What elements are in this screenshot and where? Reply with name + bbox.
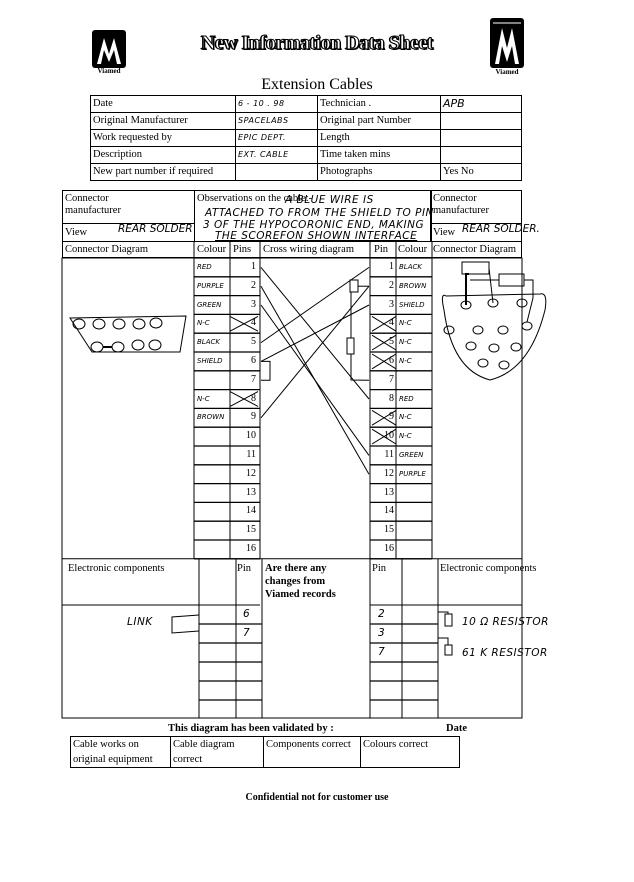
validated-label: This diagram has been validated by : <box>168 723 334 734</box>
changes-label-3: Viamed records <box>265 589 336 600</box>
resistor-lead <box>489 268 493 303</box>
left-pin-number: 1 <box>251 261 256 272</box>
resistor-icon <box>350 280 358 292</box>
validation-cell-components[interactable]: Components correct <box>264 737 361 768</box>
resistor-icon <box>462 262 489 274</box>
right-view-value: REAR SOLDER. <box>462 223 540 235</box>
pin-header-right: Pin <box>374 244 389 255</box>
pins-header: Pins <box>233 244 252 255</box>
connector-pin-icon <box>466 342 476 350</box>
observations-line3: 3 OF THE HYPOCORONIC END, MAKING <box>203 219 425 231</box>
info-value[interactable]: APB <box>441 96 522 113</box>
observations-line1: A BLUE WIRE IS <box>285 194 374 206</box>
logo-caption-left: Viamed <box>97 67 121 75</box>
components-pin-label-right: Pin <box>372 563 387 574</box>
left-wire-colour: N-C <box>197 394 210 403</box>
info-value[interactable]: SPACELABS <box>236 113 318 130</box>
right-wire-colour: N-C <box>399 338 412 347</box>
connector-pin-icon <box>132 340 144 350</box>
left-wire-colour: GREEN <box>197 300 222 309</box>
resistor-lead <box>466 274 469 305</box>
cross-wiring-header: Cross wiring diagram <box>263 244 354 255</box>
right-pin-number: 6 <box>389 355 394 366</box>
logo-caption-right: Viamed <box>495 68 519 76</box>
info-label: New part number if required <box>91 164 236 181</box>
info-label: Date <box>91 96 236 113</box>
left-pin-number: 15 <box>246 524 256 536</box>
connector-pin-icon <box>522 322 532 330</box>
left-pin-number: 12 <box>246 467 256 479</box>
validation-cell-colours[interactable]: Colours correct <box>361 737 460 768</box>
right-manufacturer-label: Connector manufacturer <box>433 193 489 216</box>
right-wire-colour: N-C <box>399 319 412 328</box>
left-pin-number: 8 <box>251 392 256 404</box>
right-pin-number: 3 <box>389 298 394 310</box>
page-title: New Information Data Sheet <box>201 32 433 54</box>
right-pin-number: 12 <box>384 467 394 479</box>
left-pin-number: 4 <box>251 317 256 329</box>
right-wire-colour: SHIELD <box>399 300 425 309</box>
resistor-icon <box>499 274 524 286</box>
right-pin-number: 10 <box>384 430 394 442</box>
connector-pin-icon <box>133 319 145 329</box>
right-pin-number: 5 <box>389 336 394 348</box>
component-pin-right: 2 <box>378 608 385 620</box>
left-pin-number: 7 <box>251 373 256 385</box>
info-value[interactable]: 6 - 10 . 98 <box>236 96 318 113</box>
right-pin-number: 16 <box>384 543 394 554</box>
left-pin-number: 13 <box>246 486 256 498</box>
changes-label-1: Are there any <box>265 563 327 574</box>
link-bracket-icon <box>172 615 199 633</box>
left-pin-number: 10 <box>246 430 256 442</box>
connector-pin-icon <box>149 340 161 350</box>
right-pin-number: 9 <box>389 411 394 423</box>
component-pin-left: 6 <box>243 608 250 620</box>
connector-pin-icon <box>91 342 103 352</box>
right-wire-colour: PURPLE <box>399 469 426 478</box>
page-subtitle: Extension Cables <box>261 76 373 93</box>
left-wire-colour: BLACK <box>197 338 220 347</box>
connector-pin-icon <box>499 361 509 369</box>
connector-pin-icon <box>150 318 162 328</box>
left-wire-colour: BROWN <box>197 413 225 422</box>
resistor-icon <box>347 338 354 354</box>
left-pin-number: 16 <box>246 543 256 554</box>
resistor-note-2: 61 K RESISTOR <box>462 647 548 659</box>
left-wire-colour: PURPLE <box>197 281 224 290</box>
right-pin-number: 8 <box>389 392 394 404</box>
components-pin-label-left: Pin <box>237 563 252 574</box>
right-diagram-label: Connector Diagram <box>433 244 517 255</box>
dsub-connector-shape <box>70 316 186 352</box>
resistor-lead <box>438 638 448 645</box>
info-label: Work requested by <box>91 130 236 147</box>
left-view-label: View <box>65 227 88 238</box>
left-components-label: Electronic components <box>68 563 165 574</box>
connector-pin-icon <box>112 342 124 352</box>
left-pin-number: 11 <box>246 449 256 460</box>
changes-label-2: changes from <box>265 576 326 587</box>
cross-wire <box>261 286 369 418</box>
observations-line4: THE SCOREFON SHOWN INTERFACE <box>215 230 418 242</box>
resistor-note-1: 10 Ω RESISTOR <box>462 616 549 628</box>
confidential-footer: Confidential not for customer use <box>245 792 389 803</box>
left-diagram-label: Connector Diagram <box>65 244 149 255</box>
component-pin-right: 3 <box>378 627 385 639</box>
left-pin-number: 5 <box>251 336 256 348</box>
left-pin-number: 3 <box>251 298 256 310</box>
info-label: Photographs <box>318 164 441 181</box>
validation-cell-works[interactable]: Cable works on original equipment <box>71 737 171 768</box>
info-label: Original Manufacturer <box>91 113 236 130</box>
right-pin-number: 13 <box>384 486 394 498</box>
right-pin-number: 4 <box>389 317 394 329</box>
connector-pin-icon <box>498 326 508 334</box>
right-wire-colour: BROWN <box>399 281 427 290</box>
right-wire-colour: RED <box>399 394 414 403</box>
connector-pin-icon <box>489 344 499 352</box>
right-wire-colour: N-C <box>399 413 412 422</box>
left-manufacturer-label: Connector manufacturer <box>65 193 121 216</box>
left-pin-number: 14 <box>246 505 256 517</box>
connector-pin-icon <box>478 359 488 367</box>
resistor-lead <box>524 280 533 322</box>
left-pin-number: 2 <box>251 279 256 291</box>
resistor-icon <box>445 614 452 626</box>
right-pin-number: 14 <box>384 505 394 517</box>
component-pin-right: 7 <box>378 646 385 658</box>
right-pin-number: 11 <box>384 449 394 460</box>
cross-wire <box>261 267 369 342</box>
info-label: Length <box>318 130 441 147</box>
left-view-value: REAR SOLDER <box>118 223 193 235</box>
right-pin-number: 15 <box>384 524 394 536</box>
info-value[interactable]: Yes No <box>441 164 522 181</box>
info-label: Time taken mins <box>318 147 441 164</box>
colour-header-left: Colour <box>197 244 227 255</box>
resistor-icon <box>445 645 452 655</box>
right-view-label: View <box>433 227 456 238</box>
right-wire-colour: BLACK <box>399 263 422 271</box>
left-wire-colour: RED <box>197 263 212 271</box>
validation-cell-diagram[interactable]: Cable diagram correct <box>171 737 264 768</box>
connector-pin-icon <box>73 319 85 329</box>
info-value[interactable]: EPIC DEPT. <box>236 130 318 147</box>
right-pin-number: 7 <box>389 373 394 385</box>
right-wire-colour: N-C <box>399 357 412 365</box>
info-label: Description <box>91 147 236 164</box>
connector-pin-icon <box>93 319 105 329</box>
validation-date-label: Date <box>446 723 467 734</box>
colour-header-right: Colour <box>398 244 428 255</box>
observations-label: Observations on the cable:- <box>197 193 313 204</box>
validation-table <box>70 736 460 768</box>
connector-pin-icon <box>473 326 483 334</box>
link-note: LINK <box>127 616 153 628</box>
observations-line2: ATTACHED TO FROM THE SHIELD TO PIN <box>205 207 434 219</box>
connector-pin-icon <box>511 343 521 351</box>
component-pin-left: 7 <box>243 627 250 639</box>
link-bracket <box>261 361 270 380</box>
right-wire-colour: N-C <box>399 432 412 441</box>
info-label: Technician . <box>318 96 441 113</box>
left-pin-number: 6 <box>251 355 256 366</box>
info-label: Original part Number <box>318 113 441 130</box>
right-pin-number: 1 <box>389 261 394 272</box>
left-wire-colour: SHIELD <box>197 357 223 365</box>
right-pin-number: 2 <box>389 279 394 291</box>
info-value[interactable]: EXT. CABLE <box>236 147 318 164</box>
right-wire-colour: GREEN <box>399 451 424 459</box>
connector-pin-icon <box>113 319 125 329</box>
left-wire-colour: N-C <box>197 319 210 328</box>
right-components-label: Electronic components <box>440 563 537 574</box>
left-pin-number: 9 <box>251 411 256 423</box>
